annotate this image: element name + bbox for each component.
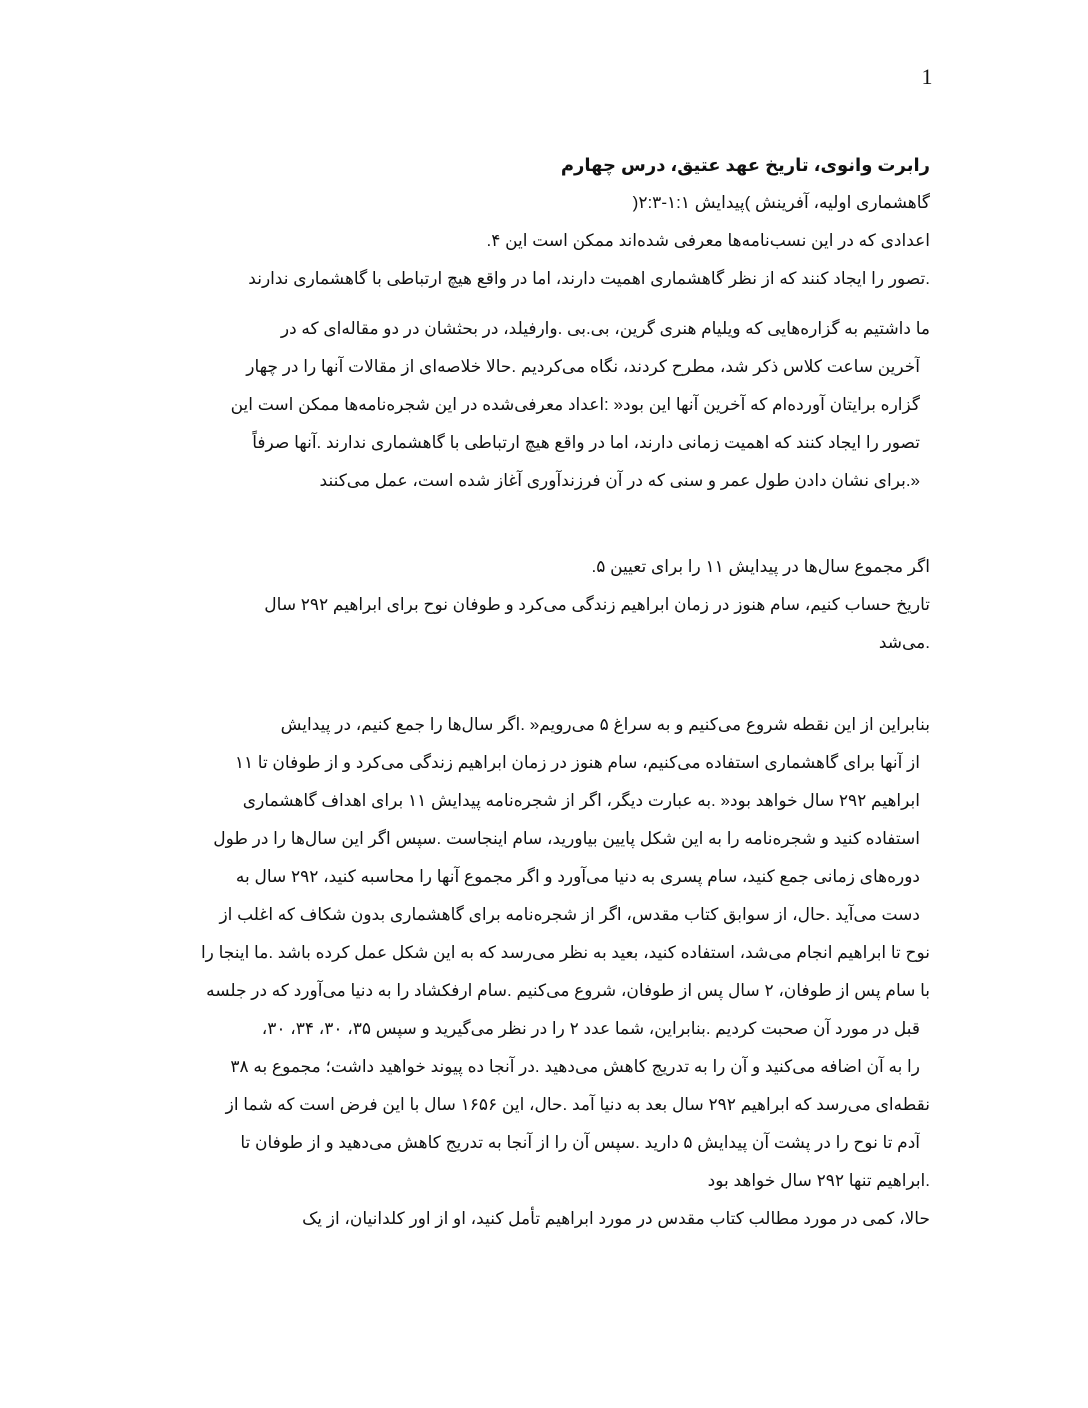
paragraph-line: .می‌شد — [878, 633, 930, 652]
paragraph-line: دوره‌های زمانی جمع کنید، سام پسری به دنیا می‌آورد و اگر مجموع آنها را محاسبه کنید، ۲۹۲ سال به — [235, 867, 920, 886]
document-title: رابرت وانوی، تاریخ عهد عتیق، درس چهارم — [560, 155, 930, 175]
paragraph-line: نقطه‌ای می‌رسد که ابراهیم ۲۹۲ سال بعد به دنیا آمد .حال، این ۱۶۵۶ سال با این فرض است که شما از — [225, 1095, 930, 1114]
paragraph-line: از آنها برای گاهشماری استفاده می‌کنیم، سام هنوز در زمان ابراهیم زندگی می‌کرد و از طوفان تا ۱۱ — [234, 753, 920, 772]
paragraph-3 — [160, 706, 930, 1200]
paragraph-4 — [160, 1200, 930, 1238]
paragraph-line: بنابراین از این نقطه شروع می‌کنیم و به سراغ ۵ می‌رویم« .اگر سال‌ها را جمع کنیم، در پیدایش — [280, 715, 930, 734]
header-line: اعدادی که در این نسب‌نامه‌ها معرفی شده‌اند ممکن است این ۴. — [486, 231, 930, 250]
header-block — [160, 184, 930, 298]
header-line: .تصور را ایجاد کنند که از نظر گاهشماری اهمیت دارند، اما در واقع هیچ ارتباطی با گاهشماری ندارند — [248, 269, 930, 288]
paragraph-2 — [160, 548, 930, 662]
paragraph-line: «.برای نشان دادن طول عمر و سنی که در آن فرزندآوری آغاز شده است، عمل می‌کنند — [319, 471, 920, 490]
paragraph-line: ابراهیم ۲۹۲ سال خواهد بود« .به عبارت دیگر، اگر از شجره‌نامه پیدایش ۱۱ برای اهداف گاهشماری — [242, 791, 920, 810]
paragraph-line: اگر مجموع سال‌ها در پیدایش ۱۱ را برای تعیین ۵. — [591, 557, 930, 576]
paragraph-line: استفاده کنید و شجره‌نامه را به این شکل پایین بیاورید، سام اینجاست .سپس اگر این سال‌ها را در طول — [213, 829, 920, 848]
paragraph-line: نوح تا ابراهیم انجام می‌شد، استفاده کنید، بعید به نظر می‌رسد که به این شکل عمل کرده باشد .ما اینجا را — [200, 943, 930, 962]
paragraph-line: حالا، کمی در مورد مطالب کتاب مقدس در مورد ابراهیم تأمل کنید، او از اور کلدانیان، از یک — [302, 1209, 930, 1228]
paragraph-line: گزاره برایتان آورده‌ام که آخرین آنها این بود« :اعداد معرفی‌شده در این شجره‌نامه‌ها ممکن است این — [230, 395, 920, 414]
paragraph-line: قبل در مورد آن صحبت کردیم .بنابراین، شما عدد ۲ را در نظر می‌گیرید و سپس ۳۵، ۳۰، ۳۴، ۳۰، — [261, 1019, 920, 1038]
header-line: گاهشماری اولیه، آفرینش )پیدایش ۱:۱-۲:۳( — [632, 193, 930, 212]
paragraph-line: ما داشتیم به گزاره‌هایی که ویلیام هنری گرین، بی.بی .وارفیلد، در بحثشان در دو مقاله‌ای که در — [280, 319, 930, 338]
paragraph-1 — [160, 310, 930, 500]
paragraph-line: با سام پس از طوفان، ۲ سال پس از طوفان، شروع می‌کنیم .سام ارفکشاد را به دنیا می‌آورد که در جلسه — [206, 981, 930, 1000]
page-content — [160, 146, 930, 1238]
paragraph-line: آدم تا نوح را در پشت آن پیدایش ۵ دارید .سپس آن را از آنجا به تدریج کاهش می‌دهید و از طوفان تا — [240, 1133, 920, 1152]
paragraph-line: .ابراهیم تنها ۲۹۲ سال خواهد بود — [707, 1171, 930, 1190]
paragraph-line: تاریخ حساب کنیم، سام هنوز در زمان ابراهیم زندگی می‌کرد و طوفان نوح برای ابراهیم ۲۹۲ سال — [264, 595, 930, 614]
paragraph-line: تصور را ایجاد کنند که اهمیت زمانی دارند، اما در واقع هیچ ارتباطی با گاهشماری ندارند .آنها صرفاً — [252, 433, 920, 452]
paragraph-line: را به آن اضافه می‌کنید و آن را به تدریج کاهش می‌دهید .در آنجا ده پیوند خواهید داشت؛ مجموع به ۳۸ — [230, 1057, 920, 1076]
page-number: 1 — [921, 64, 933, 89]
paragraph-line: دست می‌آید .حال، از سوابق کتاب مقدس، اگر از شجره‌نامه برای گاهشماری بدون شکاف که اغلب از — [219, 905, 920, 924]
paragraph-line: آخرین ساعت کلاس ذکر شد، مطرح کردند، نگاه می‌کردیم .حالا خلاصه‌ای از مقالات آنها را در چهار — [246, 357, 920, 376]
